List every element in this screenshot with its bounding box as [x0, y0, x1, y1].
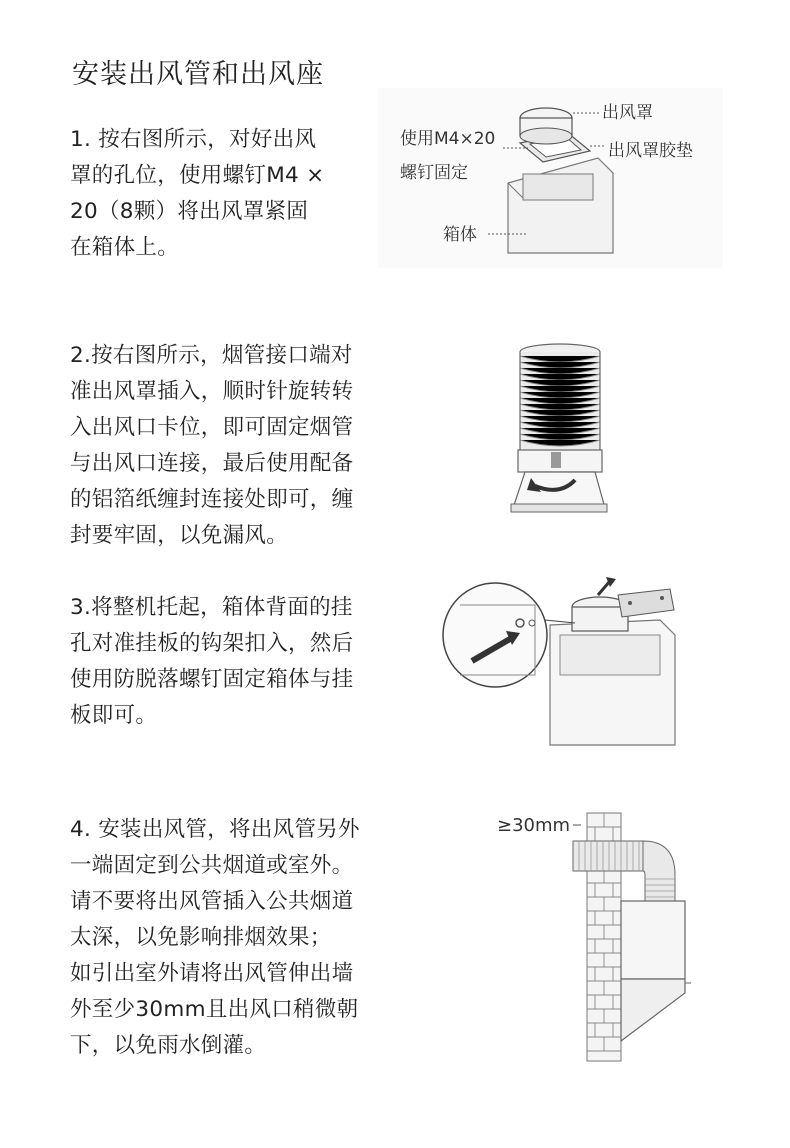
- figure-outdoor-duct: [495, 805, 705, 1065]
- step-1-line: 罩的孔位，使用螺钉M4 ×: [70, 163, 325, 188]
- step-1-line: 在箱体上。: [70, 235, 180, 260]
- label-gasket: 出风罩胶垫: [608, 141, 693, 161]
- label-distance: ≥30mm: [497, 815, 571, 836]
- step-1-line: 1. 按右图所示，对好出风: [70, 127, 317, 152]
- step-2-line: 封要牢固，以免漏风。: [70, 523, 289, 548]
- step-4-text: [70, 812, 418, 1064]
- step-2-line: 2.按右图所示，烟管接口端对: [70, 343, 353, 368]
- step-3-line: 孔对准挂板的钩架扣入，然后: [70, 631, 354, 656]
- step-4-line: 如引出室外请将出风管伸出墙: [70, 961, 354, 986]
- step-2-text: [70, 338, 418, 554]
- step-4-line: 下，以免雨水倒灌。: [70, 1033, 267, 1058]
- step-3-text: [70, 590, 418, 734]
- step-4-line: 4. 安装出风管，将出风管另外: [70, 817, 360, 842]
- label-hood: 出风罩: [602, 103, 653, 123]
- step-2-line: 与出风口连接，最后使用配备: [70, 451, 354, 476]
- step-2-line: 入出风口卡位，即可固定烟管: [70, 415, 354, 440]
- step-3-line: 3.将整机托起，箱体背面的挂: [70, 595, 353, 620]
- label-screw-line1: 使用M4×20: [400, 129, 496, 149]
- label-box: 箱体: [443, 225, 477, 245]
- figure-wall-hang: [440, 565, 690, 765]
- step-4-line: 太深，以免影响排烟效果；: [70, 925, 332, 950]
- figure-hood-install: [378, 88, 723, 268]
- step-4-line: 请不要将出风管插入公共烟道: [70, 889, 354, 914]
- step-1-line: 20（8颗）将出风罩紧固: [70, 199, 309, 224]
- figure-duct-connect: [505, 340, 615, 520]
- step-2-line: 准出风罩插入，顺时针旋转转: [70, 379, 354, 404]
- step-3-line: 使用防脱落螺钉固定箱体与挂: [70, 667, 354, 692]
- step-4-line: 外至少30mm且出风口稍微朝: [70, 997, 359, 1022]
- step-2-line: 的铝箔纸缠封连接处即可，缠: [70, 487, 354, 512]
- label-screw-line2: 螺钉固定: [400, 163, 468, 183]
- step-1-text: [70, 122, 418, 266]
- step-3-line: 板即可。: [70, 703, 158, 728]
- page-title: 安装出风管和出风座: [72, 59, 324, 90]
- step-4-line: 一端固定到公共烟道或室外。: [70, 853, 354, 878]
